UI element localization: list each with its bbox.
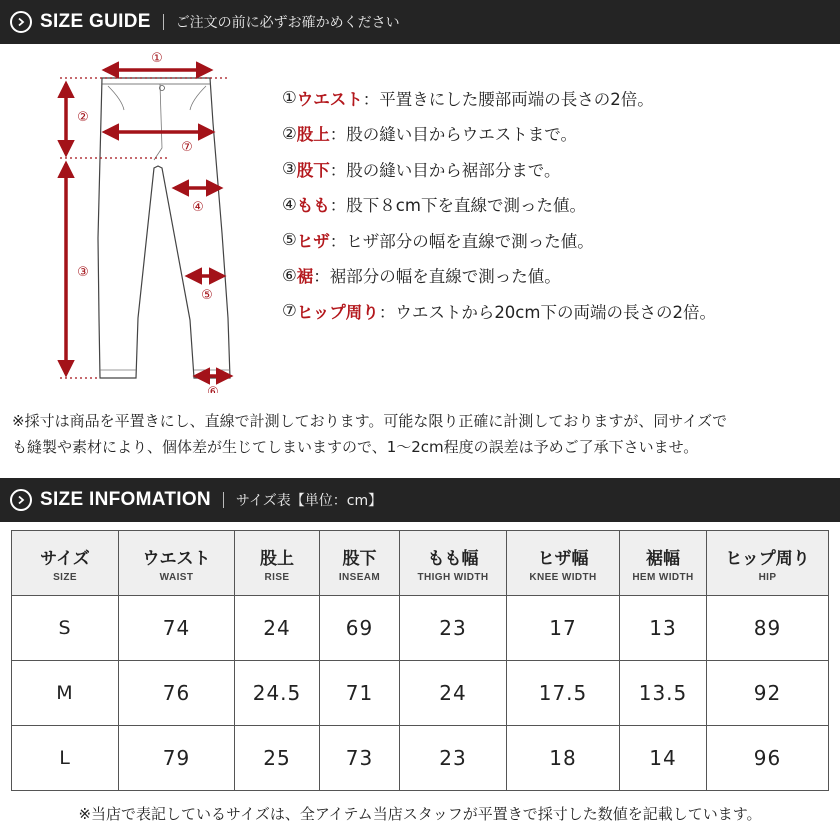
header-divider [163,14,164,30]
table-row [12,661,829,726]
definition-number: ③ [282,159,297,179]
size-guide-title: SIZE GUIDE [40,11,151,32]
size-guide-subtitle: ご注文の前に必ずお確かめください [175,15,400,31]
column-header-hip [707,531,829,596]
definition-rise [282,116,716,152]
table-row [12,596,829,661]
pants-illustration [50,48,240,393]
definition-desc: ：股の縫い目からウエストまで。 [329,125,577,145]
definition-number: ① [282,88,297,108]
definition-term: 股下 [296,160,330,180]
column-header-rise [235,531,320,596]
table-cell: 89 [707,596,829,661]
definition-desc: ：股の縫い目から裾部分まで。 [329,160,561,180]
definition-waist [282,80,716,116]
table-cell: M [12,661,119,726]
size-guide-header [0,0,840,44]
definition-term: ヒップ周り [296,302,379,322]
diagram-label-hem: ⑥ [207,385,219,393]
size-info-title: SIZE INFOMATION [40,489,211,510]
column-header-en: INSEAM [338,571,381,583]
size-info-subtitle: サイズ表【単位：cm】 [235,493,383,509]
definition-hem [282,258,716,294]
column-header-knee [507,531,620,596]
column-header-en: HEM WIDTH [632,571,694,583]
chevron-right-circle-icon [10,11,32,33]
definition-desc: ：平置きにした腰部両端の長さの2倍。 [362,89,654,109]
column-header-inseam [320,531,400,596]
column-header-thigh [400,531,507,596]
definition-number: ⑦ [282,301,297,321]
definition-knee [282,222,716,258]
column-header-en: RISE [264,571,290,583]
column-header-en: THIGH WIDTH [417,571,489,583]
table-cell: 13.5 [620,661,707,726]
column-header-hem [620,531,707,596]
table-header-row [12,531,829,596]
definition-number: ④ [282,194,297,214]
definition-term: もも [296,196,330,216]
column-header-jp: 股上 [260,548,294,569]
diagram-label-thigh: ④ [192,200,204,215]
pants-measurement-diagram [50,48,240,393]
measurement-definitions [282,80,716,329]
table-cell: 13 [620,596,707,661]
column-header-en: KNEE WIDTH [529,571,597,583]
table-cell: 23 [400,726,507,791]
table-cell: 24 [400,661,507,726]
definition-inseam [282,151,716,187]
column-header-en: HIP [758,571,777,583]
table-cell: L [12,726,119,791]
definition-term: 股上 [296,125,330,145]
table-cell: 69 [320,596,400,661]
diagram-label-hip: ⑦ [181,140,193,155]
diagram-label-knee: ⑤ [201,288,213,303]
diagram-label-waist: ① [151,51,163,66]
definition-desc: ：ウエストから20cm下の両端の長さの2倍。 [378,302,716,322]
column-header-jp: 裾幅 [646,548,680,569]
column-header-size [12,531,119,596]
table-cell: 92 [707,661,829,726]
table-cell: 25 [235,726,320,791]
definition-term: ヒザ [296,231,330,251]
chevron-right-circle-icon [10,489,32,511]
table-cell: 96 [707,726,829,791]
definition-desc: ：ヒザ部分の幅を直線で測った値。 [329,231,594,251]
definition-desc: ：股下８cm下を直線で測った値。 [329,196,586,216]
column-header-jp: ウエスト [142,548,211,569]
size-table-container [11,530,828,791]
diagram-label-inseam: ③ [77,265,89,280]
size-table [11,530,829,791]
definition-number: ⑥ [282,265,297,285]
definition-desc: ：裾部分の幅を直線で測った値。 [313,267,561,287]
table-cell: 76 [119,661,235,726]
table-cell: 24 [235,596,320,661]
diagram-label-rise: ② [77,110,89,125]
definition-number: ⑤ [282,230,297,250]
column-header-en: SIZE [53,571,77,583]
table-cell: 24.5 [235,661,320,726]
table-cell: 18 [507,726,620,791]
table-row [12,726,829,791]
definition-thigh [282,187,716,223]
table-cell: 23 [400,596,507,661]
size-info-header [0,478,840,522]
header-divider [223,492,224,508]
table-cell: 17.5 [507,661,620,726]
measurement-note-line1: ※採寸は商品を平置きにし、直線で計測しております。可能な限り正確に計測しておりますが、同サイズで [12,412,728,430]
column-header-jp: サイズ [40,548,90,569]
column-header-en: WAIST [159,571,194,583]
table-cell: 17 [507,596,620,661]
table-cell: S [12,596,119,661]
measurement-note-line2: も縫製や素材により、個体差が生じてしまいますので、1〜2cm程度の誤差は予めご了承下さいませ。 [12,438,699,456]
table-cell: 71 [320,661,400,726]
table-cell: 73 [320,726,400,791]
table-cell: 74 [119,596,235,661]
definition-number: ② [282,123,297,143]
column-header-jp: ヒップ周り [725,548,810,569]
definition-term: 裾 [296,267,314,287]
definition-hip [282,293,716,329]
table-cell: 14 [620,726,707,791]
table-cell: 79 [119,726,235,791]
column-header-waist [119,531,235,596]
column-header-jp: ヒザ幅 [537,548,589,569]
definition-term: ウエスト [296,89,363,109]
column-header-jp: 股下 [342,548,377,569]
column-header-jp: もも幅 [427,548,479,569]
footer-note: ※当店で表記しているサイズは、全アイテム当店スタッフが平置きで採寸した数値を記載しています。 [78,805,762,823]
